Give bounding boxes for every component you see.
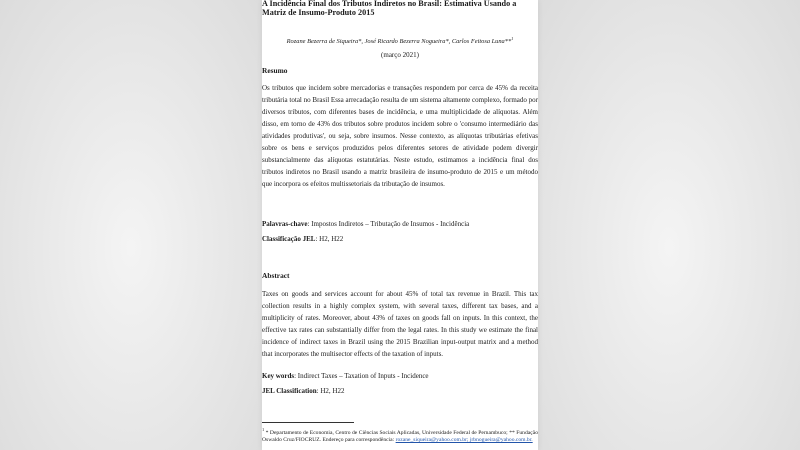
jel-classification-label: JEL Classification bbox=[262, 387, 317, 395]
key-words-line bbox=[262, 372, 538, 381]
viewer-background-left bbox=[0, 0, 265, 450]
resumo-heading: Resumo bbox=[262, 66, 288, 75]
resumo-text: Os tributos que incidem sobre mercadorias e transações respondem por cerca de 45% da receita tributária total no Brasil Essa arrecadação resulta de um sistema altamente complexo, formado por diversos tributos, com diferentes bases de incidência, e uma multiplicidade de alíquotas. Além disso, em torno de 43% dos tributos sobre produtos incidem sobre o 'consumo intermediário das atividades produtivas', ou seja, sobre insumos. Nesse contexto, as alíquotas tributárias efetivas sobre os bens e serviços produzidos pelos diferentes setores de atividade podem divergir substancialmente das alíquotas estatutárias. Neste estudo, estimamos a incidência final dos tributos indiretos no Brasil usando a matriz brasileira de insumo-produto de 2015 e um método que incorpora os efeitos multissetoriais da tributação de insumos. bbox=[262, 84, 538, 188]
author-names: Rozane Bezerra de Siqueira*, José Ricardo Bezerra Nogueira*, Carlos Feitosa Luna** bbox=[286, 38, 512, 46]
author-footnote-mark: 1 bbox=[511, 36, 514, 41]
key-words-value: : Indirect Taxes – Taxation of Inputs - Incidence bbox=[294, 372, 429, 380]
author-list bbox=[262, 36, 538, 45]
paper-title: A Incidência Final dos Tributos Indiretos no Brasil: Estimativa Usando a Matriz de Insumo-Produto 2015 bbox=[262, 0, 517, 17]
palavras-chave-label: Palavras-chave bbox=[262, 220, 308, 228]
footnote bbox=[262, 426, 538, 445]
abstract-text: Taxes on goods and services account for about 45% of total tax revenue in Brazil. This tax collection results in a highly complex system, with several taxes, different tax bases, and a multiplicity of rates. Moreover, about 43% of taxes on goods fall on inputs. In this context, the effective tax rates can substantially differ from the legal rates. In this study we estimate the final incidence of indirect taxes in Brazil using the 2015 Brazilian input-output matrix and a method that incorporates the multisector effects of the taxation of inputs. bbox=[262, 290, 538, 358]
classificacao-jel-value: : H2, H22 bbox=[315, 235, 344, 243]
viewer-background-right bbox=[538, 0, 800, 450]
footnote-separator bbox=[262, 422, 354, 423]
jel-classification-line bbox=[262, 387, 538, 396]
key-words-label: Key words bbox=[262, 372, 295, 380]
palavras-chave-line bbox=[262, 220, 538, 229]
jel-classification-value: : H2, H22 bbox=[316, 387, 345, 395]
document-page[interactable] bbox=[262, 0, 538, 450]
footnote-email-link[interactable]: rozane_siqueira@yahoo.com.br; jrbnogueira@yahoo.com.br. bbox=[395, 437, 533, 444]
abstract-heading: Abstract bbox=[262, 271, 290, 280]
palavras-chave-value: : Impostos Indiretos – Tributação de Insumos - Incidência bbox=[307, 220, 470, 228]
classificacao-jel-label: Classificação JEL bbox=[262, 235, 316, 243]
publication-date: (março 2021) bbox=[381, 51, 419, 59]
classificacao-jel-line bbox=[262, 235, 538, 244]
footnote-mark: 1 bbox=[262, 427, 265, 432]
footnote-text: * Departamento de Economia, Centro de Ciências Sociais Aplicadas, Universidade Federal de Pernambuco; ** Fundação Oswaldo Cruz/FIOCRUZ. Endereço para correspondência: bbox=[262, 429, 538, 444]
